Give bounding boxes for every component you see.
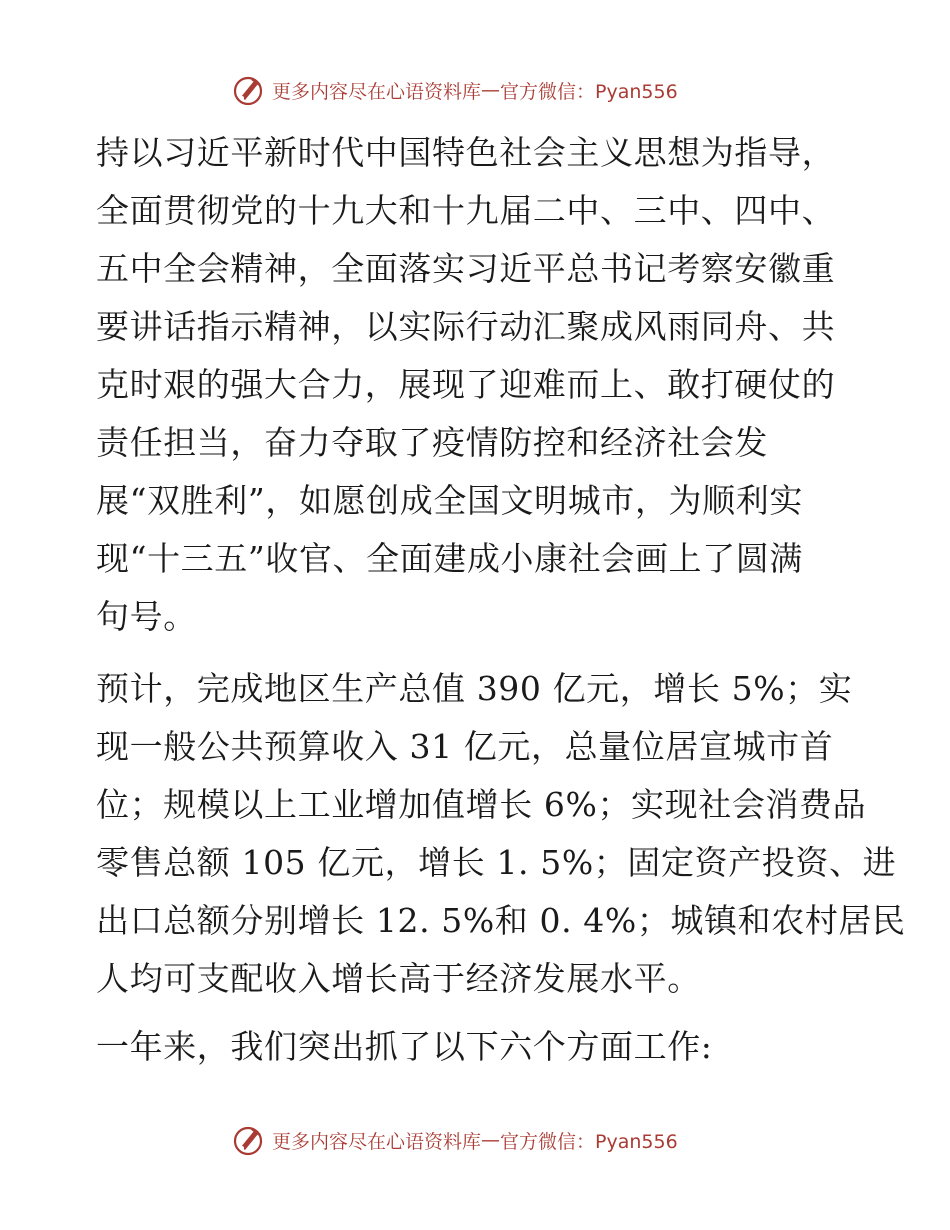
watermark-title: 更多内容尽在心语资料库 (272, 1130, 482, 1153)
text-line: 五中全会精神，全面落实习近平总书记考察安徽重 (96, 249, 836, 288)
watermark-contact: 官方微信：Pyan556 (500, 80, 678, 103)
text-line: 预计，完成地区生产总值 390 亿元，增长 5%；实 (96, 669, 853, 708)
text-line: 持以习近平新时代中国特色社会主义思想为指导， (96, 133, 836, 172)
text-line: 全面贯彻党的十九大和十九届二中、三中、四中、 (96, 191, 836, 230)
text-line: 责任担当，奋力夺取了疫情防控和经济社会发 (96, 423, 768, 462)
paragraph-3 (96, 1018, 856, 1076)
watermark-separator: — (481, 79, 501, 101)
text-line: 一年来，我们突出抓了以下六个方面工作: (96, 1027, 713, 1066)
text-line: 要讲话指示精神，以实际行动汇聚成风雨同舟、共 (96, 307, 836, 346)
text-line: 克时艰的强大合力，展现了迎难而上、敢打硬仗的 (96, 365, 836, 404)
paragraph-2 (96, 660, 906, 1008)
text-line: 人均可支配收入增长高于经济发展水平。 (96, 959, 701, 998)
text-line: 零售总额 105 亿元，增长 1. 5%；固定资产投资、进 (96, 843, 897, 882)
text-line: 现“十三五”收官、全面建成小康社会画上了圆满 (96, 539, 803, 578)
document-body (96, 124, 906, 1076)
header-watermark (232, 72, 678, 108)
text-line: 展“双胜利”，如愿创成全国文明城市，为顺利实 (96, 481, 803, 520)
pen-seal-icon (232, 73, 266, 107)
watermark-title: 更多内容尽在心语资料库 (272, 80, 482, 103)
watermark-separator: — (481, 1129, 501, 1151)
text-line: 现一般公共预算收入 31 亿元，总量位居宣城市首 (96, 727, 834, 766)
text-line: 句号。 (96, 597, 197, 636)
text-line: 位；规模以上工业增加值增长 6%；实现社会消费品 (96, 785, 867, 824)
paragraph-1 (96, 124, 856, 646)
text-line: 出口总额分别增长 12. 5%和 0. 4%；城镇和农村居民 (96, 901, 906, 940)
pen-seal-icon (232, 1123, 266, 1157)
footer-watermark (232, 1122, 678, 1158)
watermark-contact: 官方微信：Pyan556 (500, 1130, 678, 1153)
